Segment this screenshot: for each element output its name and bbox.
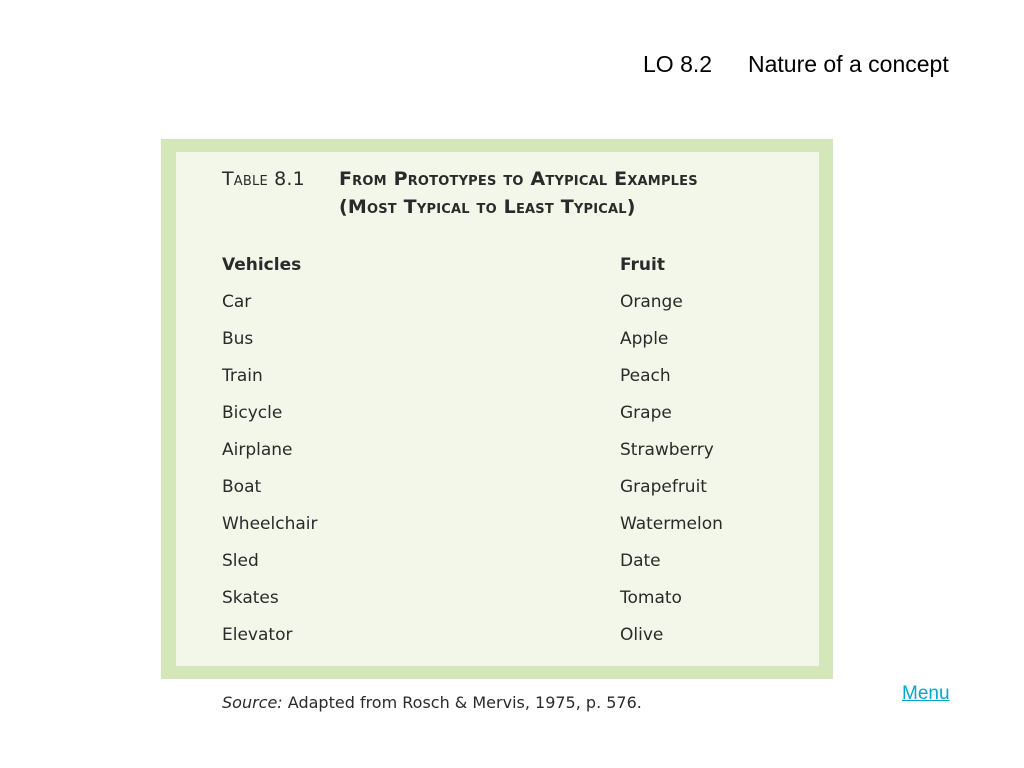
- source-label: Source:: [222, 693, 283, 712]
- list-item: Orange: [620, 292, 683, 312]
- list-item: Grape: [620, 403, 672, 423]
- slide-heading: Nature of a concept: [748, 51, 949, 77]
- list-item: Wheelchair: [222, 514, 318, 534]
- list-item: Strawberry: [620, 440, 714, 460]
- list-item: Date: [620, 551, 661, 571]
- list-item: Boat: [222, 477, 262, 497]
- list-item: Car: [222, 292, 252, 312]
- fruit-column: [620, 254, 723, 661]
- slide-title: [643, 51, 949, 78]
- learning-objective-number: LO 8.2: [643, 51, 713, 77]
- list-item: Grapefruit: [620, 477, 707, 497]
- list-item: Bus: [222, 329, 254, 349]
- list-item: Train: [222, 366, 263, 386]
- menu-link[interactable]: Menu: [902, 683, 950, 704]
- table-source: [222, 693, 642, 712]
- list-item: Peach: [620, 366, 671, 386]
- list-item: Bicycle: [222, 403, 283, 423]
- list-item: Sled: [222, 551, 259, 571]
- table-number: Table 8.1: [222, 168, 305, 190]
- list-item: Airplane: [222, 440, 293, 460]
- list-item: Apple: [620, 329, 669, 349]
- list-item: Olive: [620, 625, 664, 645]
- column-header-fruit: Fruit: [620, 255, 665, 275]
- table-title-line2: (Most Typical to Least Typical): [339, 196, 636, 218]
- column-header-vehicles: Vehicles: [222, 255, 302, 275]
- list-item: Elevator: [222, 625, 293, 645]
- source-text: Adapted from Rosch & Mervis, 1975, p. 576.: [287, 693, 642, 712]
- table-title-line1: From Prototypes to Atypical Examples: [339, 168, 698, 190]
- list-item: Skates: [222, 588, 279, 608]
- list-item: Watermelon: [620, 514, 723, 534]
- list-item: Tomato: [620, 588, 682, 608]
- vehicles-column: [222, 254, 317, 661]
- table-caption: [222, 168, 698, 218]
- table-frame: [161, 139, 833, 679]
- table-panel: [176, 152, 819, 666]
